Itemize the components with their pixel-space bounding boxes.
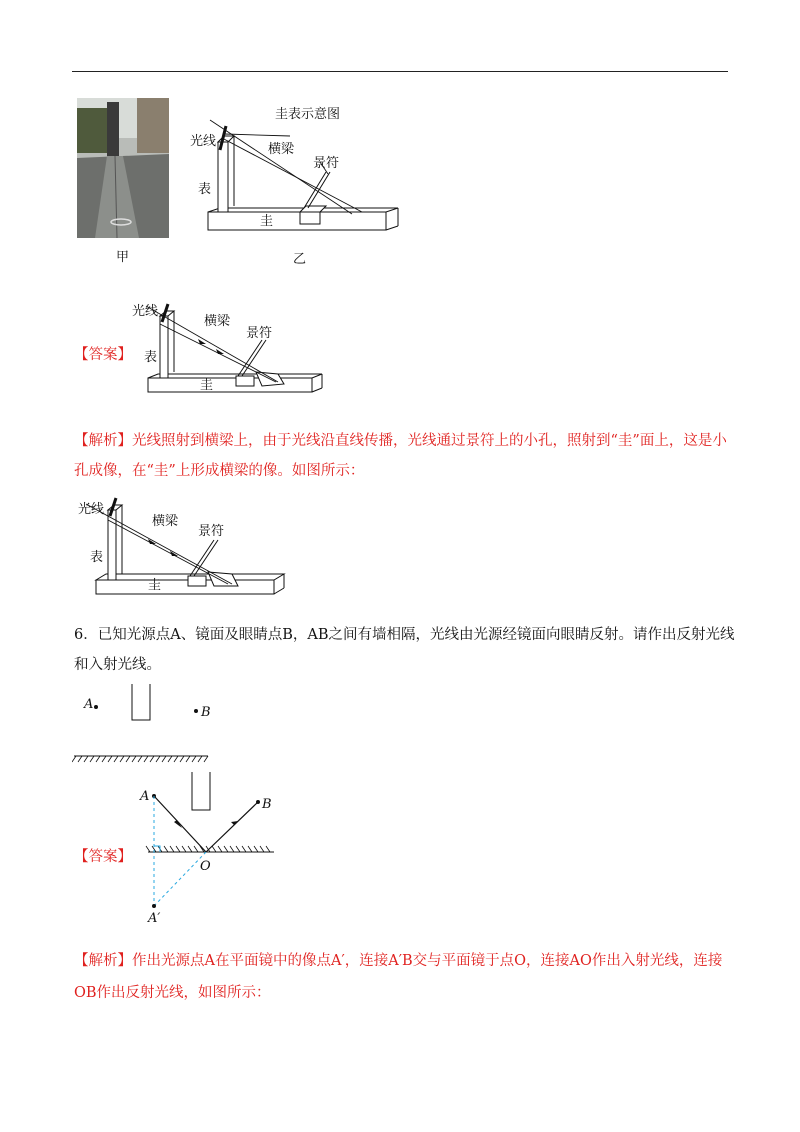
answer5-label-gui: 圭: [200, 378, 214, 393]
analysis6-line2: OB作出反射光线，如图所示：: [74, 985, 271, 1001]
photo-caption: 甲: [116, 250, 130, 265]
analysis5-text1: 光线照射到横梁上，由于光线沿直线传播，光线通过景符上的小孔，照射到“圭”面上，这是小: [132, 433, 727, 449]
answer6-point-A: A: [140, 789, 150, 804]
analysis5-diagram: [72, 494, 292, 604]
label-gui: 圭: [260, 214, 274, 229]
gnomon-diagram: [180, 100, 420, 270]
header-rule: [72, 71, 728, 72]
analysis5-label-gui: 圭: [148, 578, 162, 593]
analysis5-line2: 孔成像，在“圭”上形成横梁的像。如图所示：: [74, 463, 365, 479]
answer5-label-jingfu: 景符: [246, 326, 273, 341]
answer6-point-B: B: [262, 797, 272, 812]
answer6-point-A-prime: A′: [148, 911, 161, 926]
q6-point-B: B: [201, 705, 211, 720]
analysis5-label-pole: 表: [90, 550, 104, 565]
q6-diagram: [72, 680, 232, 770]
analysis5-label-beam: 横梁: [152, 514, 179, 529]
analysis5-line1: [74, 426, 734, 456]
analysis5-tag: 【解析】: [74, 433, 132, 449]
answer5-label-light: 光线: [132, 304, 159, 319]
analysis6-text1: 作出光源点A在平面镜中的像点A′，连接A′B交与平面镜于点O，连接AO作出入射光线，连接: [132, 953, 723, 969]
diagram-caption: 乙: [293, 252, 307, 267]
gnomon-photo: [77, 98, 169, 238]
label-beam: 横梁: [268, 142, 295, 157]
analysis5-label-jingfu: 景符: [198, 524, 225, 539]
analysis6-line1: [74, 946, 754, 976]
label-light: 光线: [190, 134, 217, 149]
answer6-point-O: O: [200, 859, 211, 874]
answer5-tag: 【答案】: [74, 347, 132, 363]
answer6-tag: 【答案】: [74, 849, 132, 865]
q6-line1: 6．已知光源点A、镜面及眼睛点B，AB之间有墙相隔，光线由光源经镜面向眼睛反射。请作出反射光线: [74, 627, 735, 643]
label-jingfu: 景符: [313, 156, 340, 171]
q6-line2: 和入射光线。: [74, 657, 161, 673]
answer5-label-beam: 横梁: [204, 314, 231, 329]
answer6-diagram: [130, 766, 290, 926]
analysis5-label-light: 光线: [78, 502, 105, 517]
analysis6-tag: 【解析】: [74, 953, 132, 969]
answer5-label-pole: 表: [144, 350, 158, 365]
q6-point-A: A: [84, 697, 94, 712]
label-pole: 表: [198, 182, 212, 197]
diagram-title: 圭表示意图: [275, 107, 341, 122]
